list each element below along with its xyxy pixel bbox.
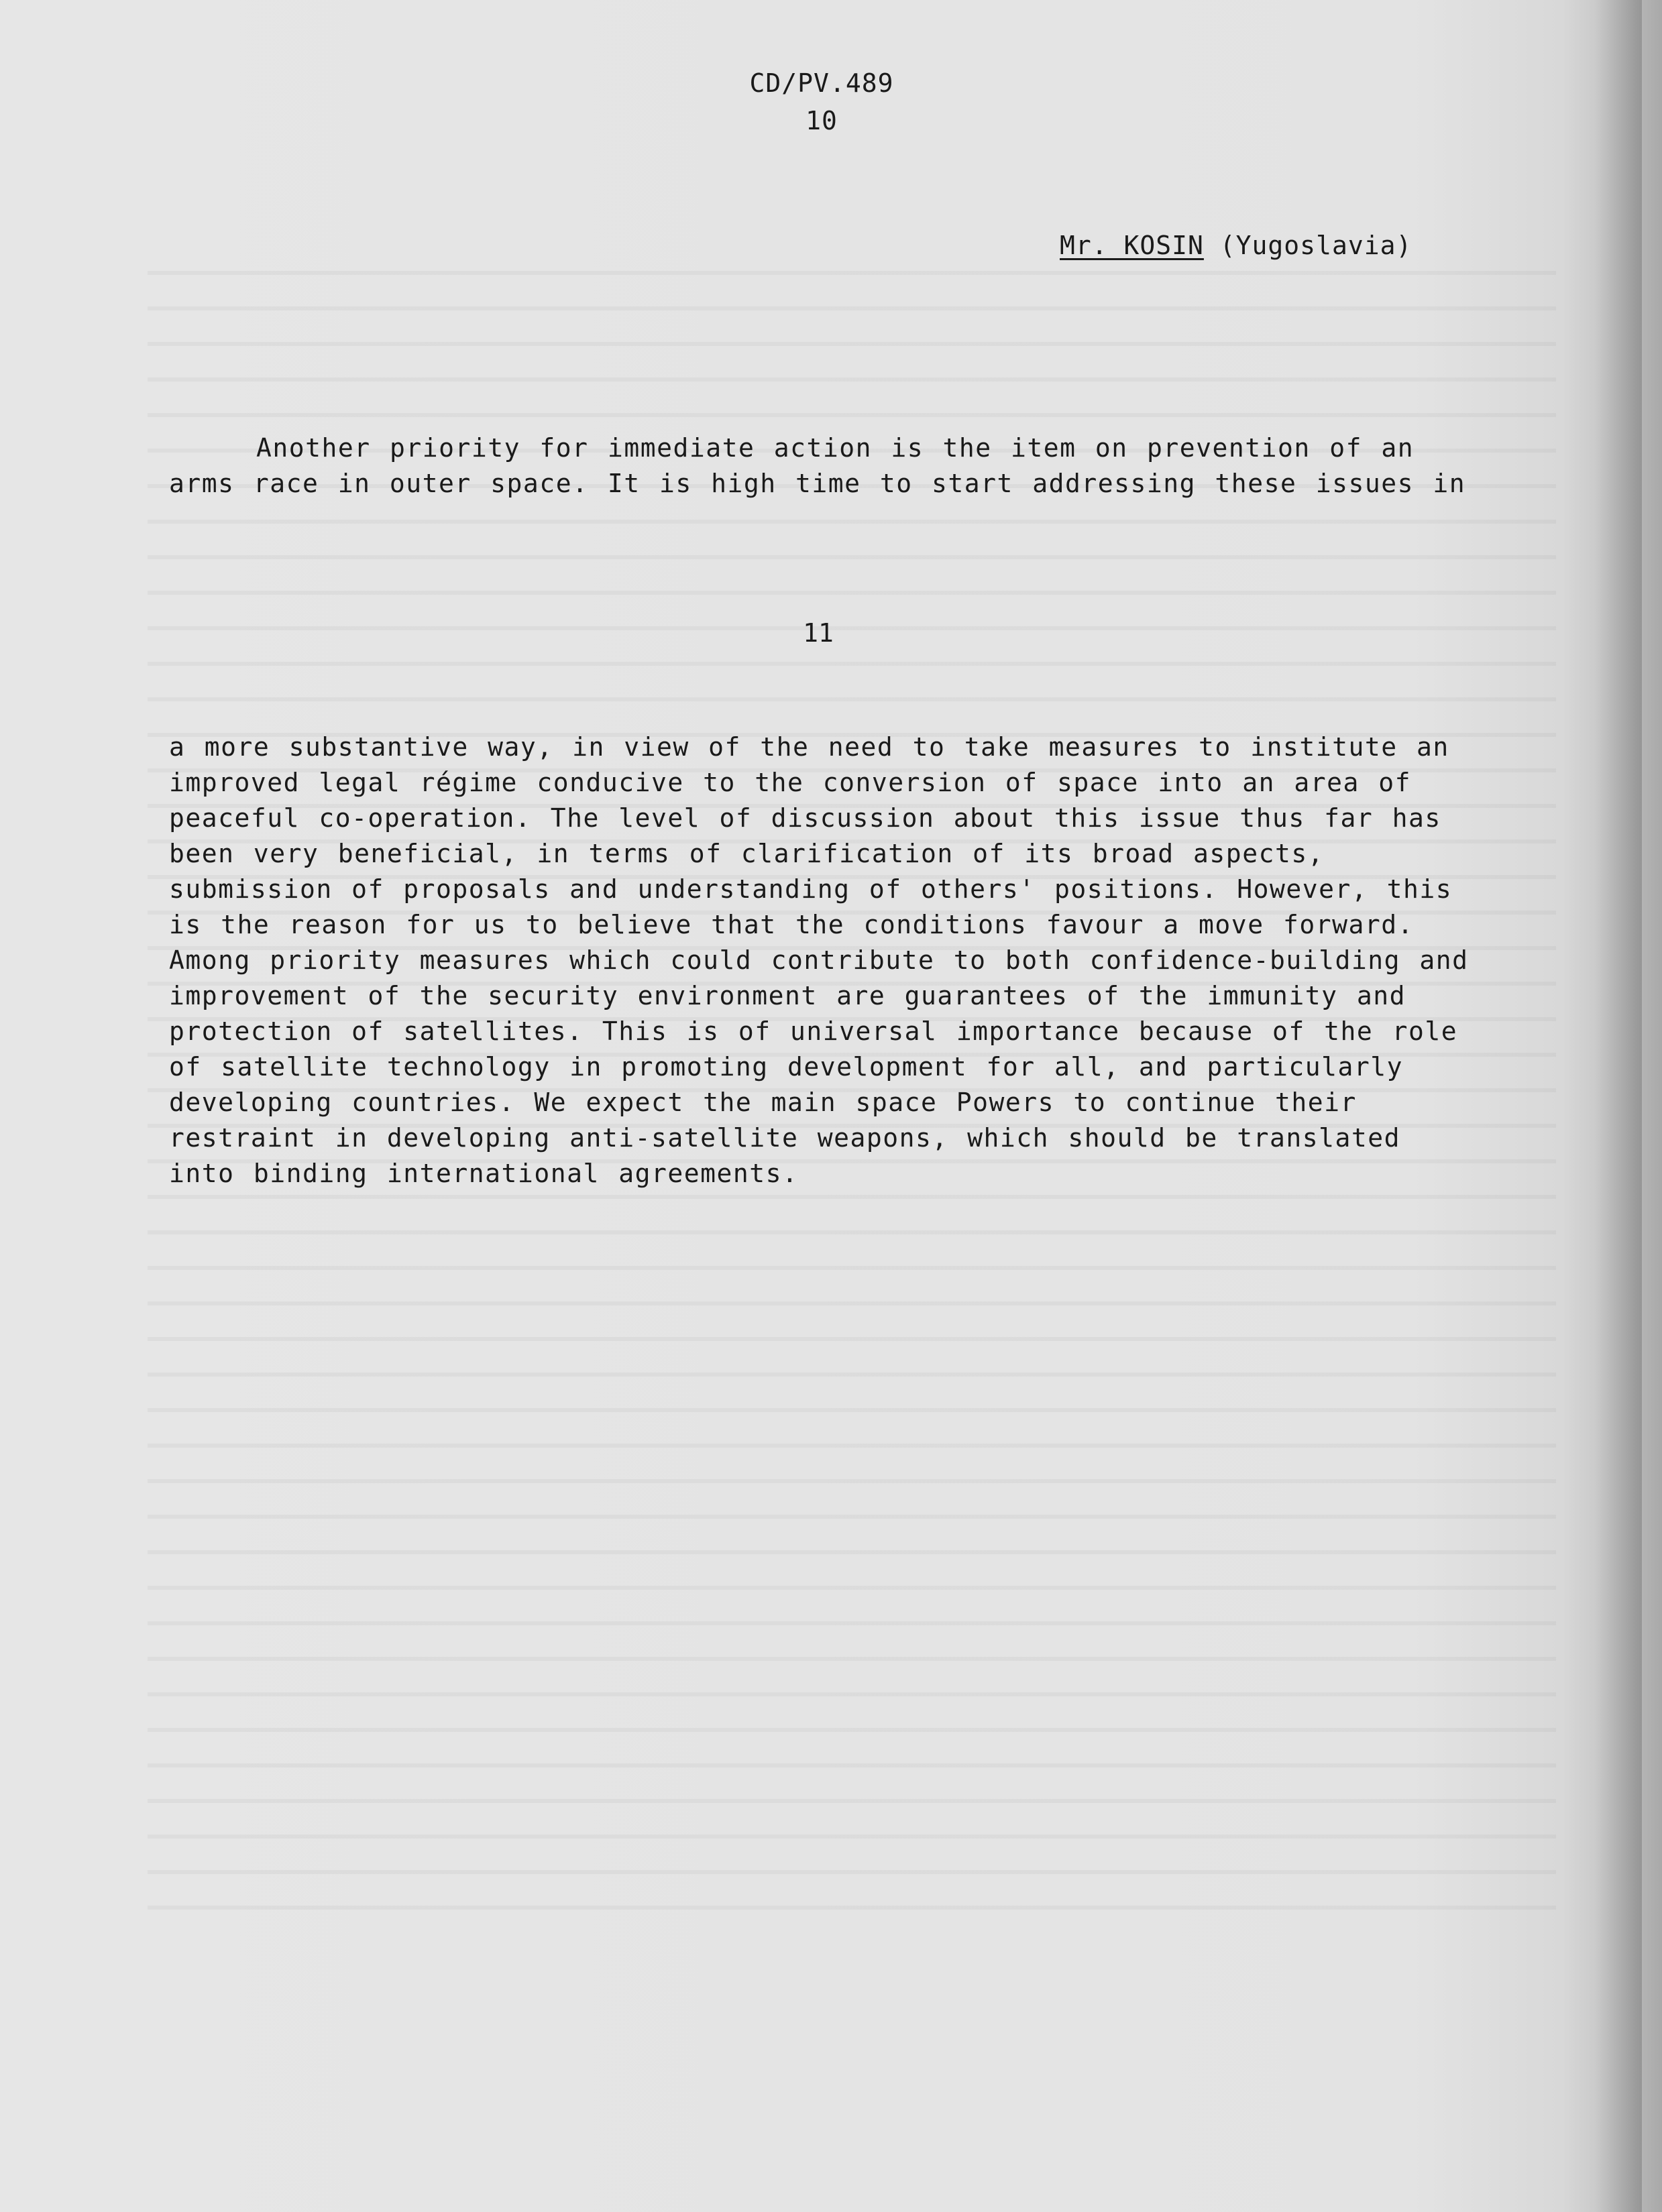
paragraph-line: improvement of the security environment are guarantees of the immunity and [169, 981, 1406, 1010]
page-edge-shadow [1595, 0, 1642, 2212]
speaker-country: (Yugoslavia) [1219, 231, 1412, 260]
paragraph-second [169, 730, 1584, 1191]
paragraph-line: peaceful co-operation. The level of discussion about this issue thus far has [169, 803, 1441, 833]
paragraph-line: a more substantive way, in view of the need to take measures to institute an [169, 732, 1449, 762]
paragraph-first [169, 430, 1584, 502]
paragraph-line: Another priority for immediate action is the item on prevention of an [256, 433, 1415, 463]
paragraph-line: protection of satellites. This is of universal importance because of the role [169, 1016, 1458, 1046]
paragraph-line: developing countries. We expect the main space Powers to continue their [169, 1088, 1357, 1117]
section-number: 11 [803, 618, 834, 648]
paragraph-line: into binding international agreements. [169, 1159, 799, 1188]
document-symbol: CD/PV.489 [749, 68, 894, 98]
paragraph-line: improved legal régime conducive to the conversion of space into an area of [169, 768, 1411, 797]
speaker-name: Mr. KOSIN [1060, 231, 1204, 260]
paragraph-line: Among priority measures which could contribute to both confidence-building and [169, 945, 1469, 975]
paragraph-line: is the reason for us to believe that the conditions favour a move forward. [169, 910, 1414, 939]
paragraph-line: of satellite technology in promoting development for all, and particularly [169, 1052, 1403, 1082]
paragraph-line: arms race in outer space. It is high time to start addressing these issues in [169, 469, 1466, 498]
page-number: 10 [806, 106, 838, 135]
paragraph-line: been very beneficial, in terms of clarification of its broad aspects, [169, 839, 1325, 868]
speaker-heading [1060, 228, 1412, 263]
paragraph-line: restraint in developing anti-satellite weapons, which should be translated [169, 1123, 1400, 1153]
paragraph-line: submission of proposals and understanding of others' positions. However, this [169, 874, 1453, 904]
